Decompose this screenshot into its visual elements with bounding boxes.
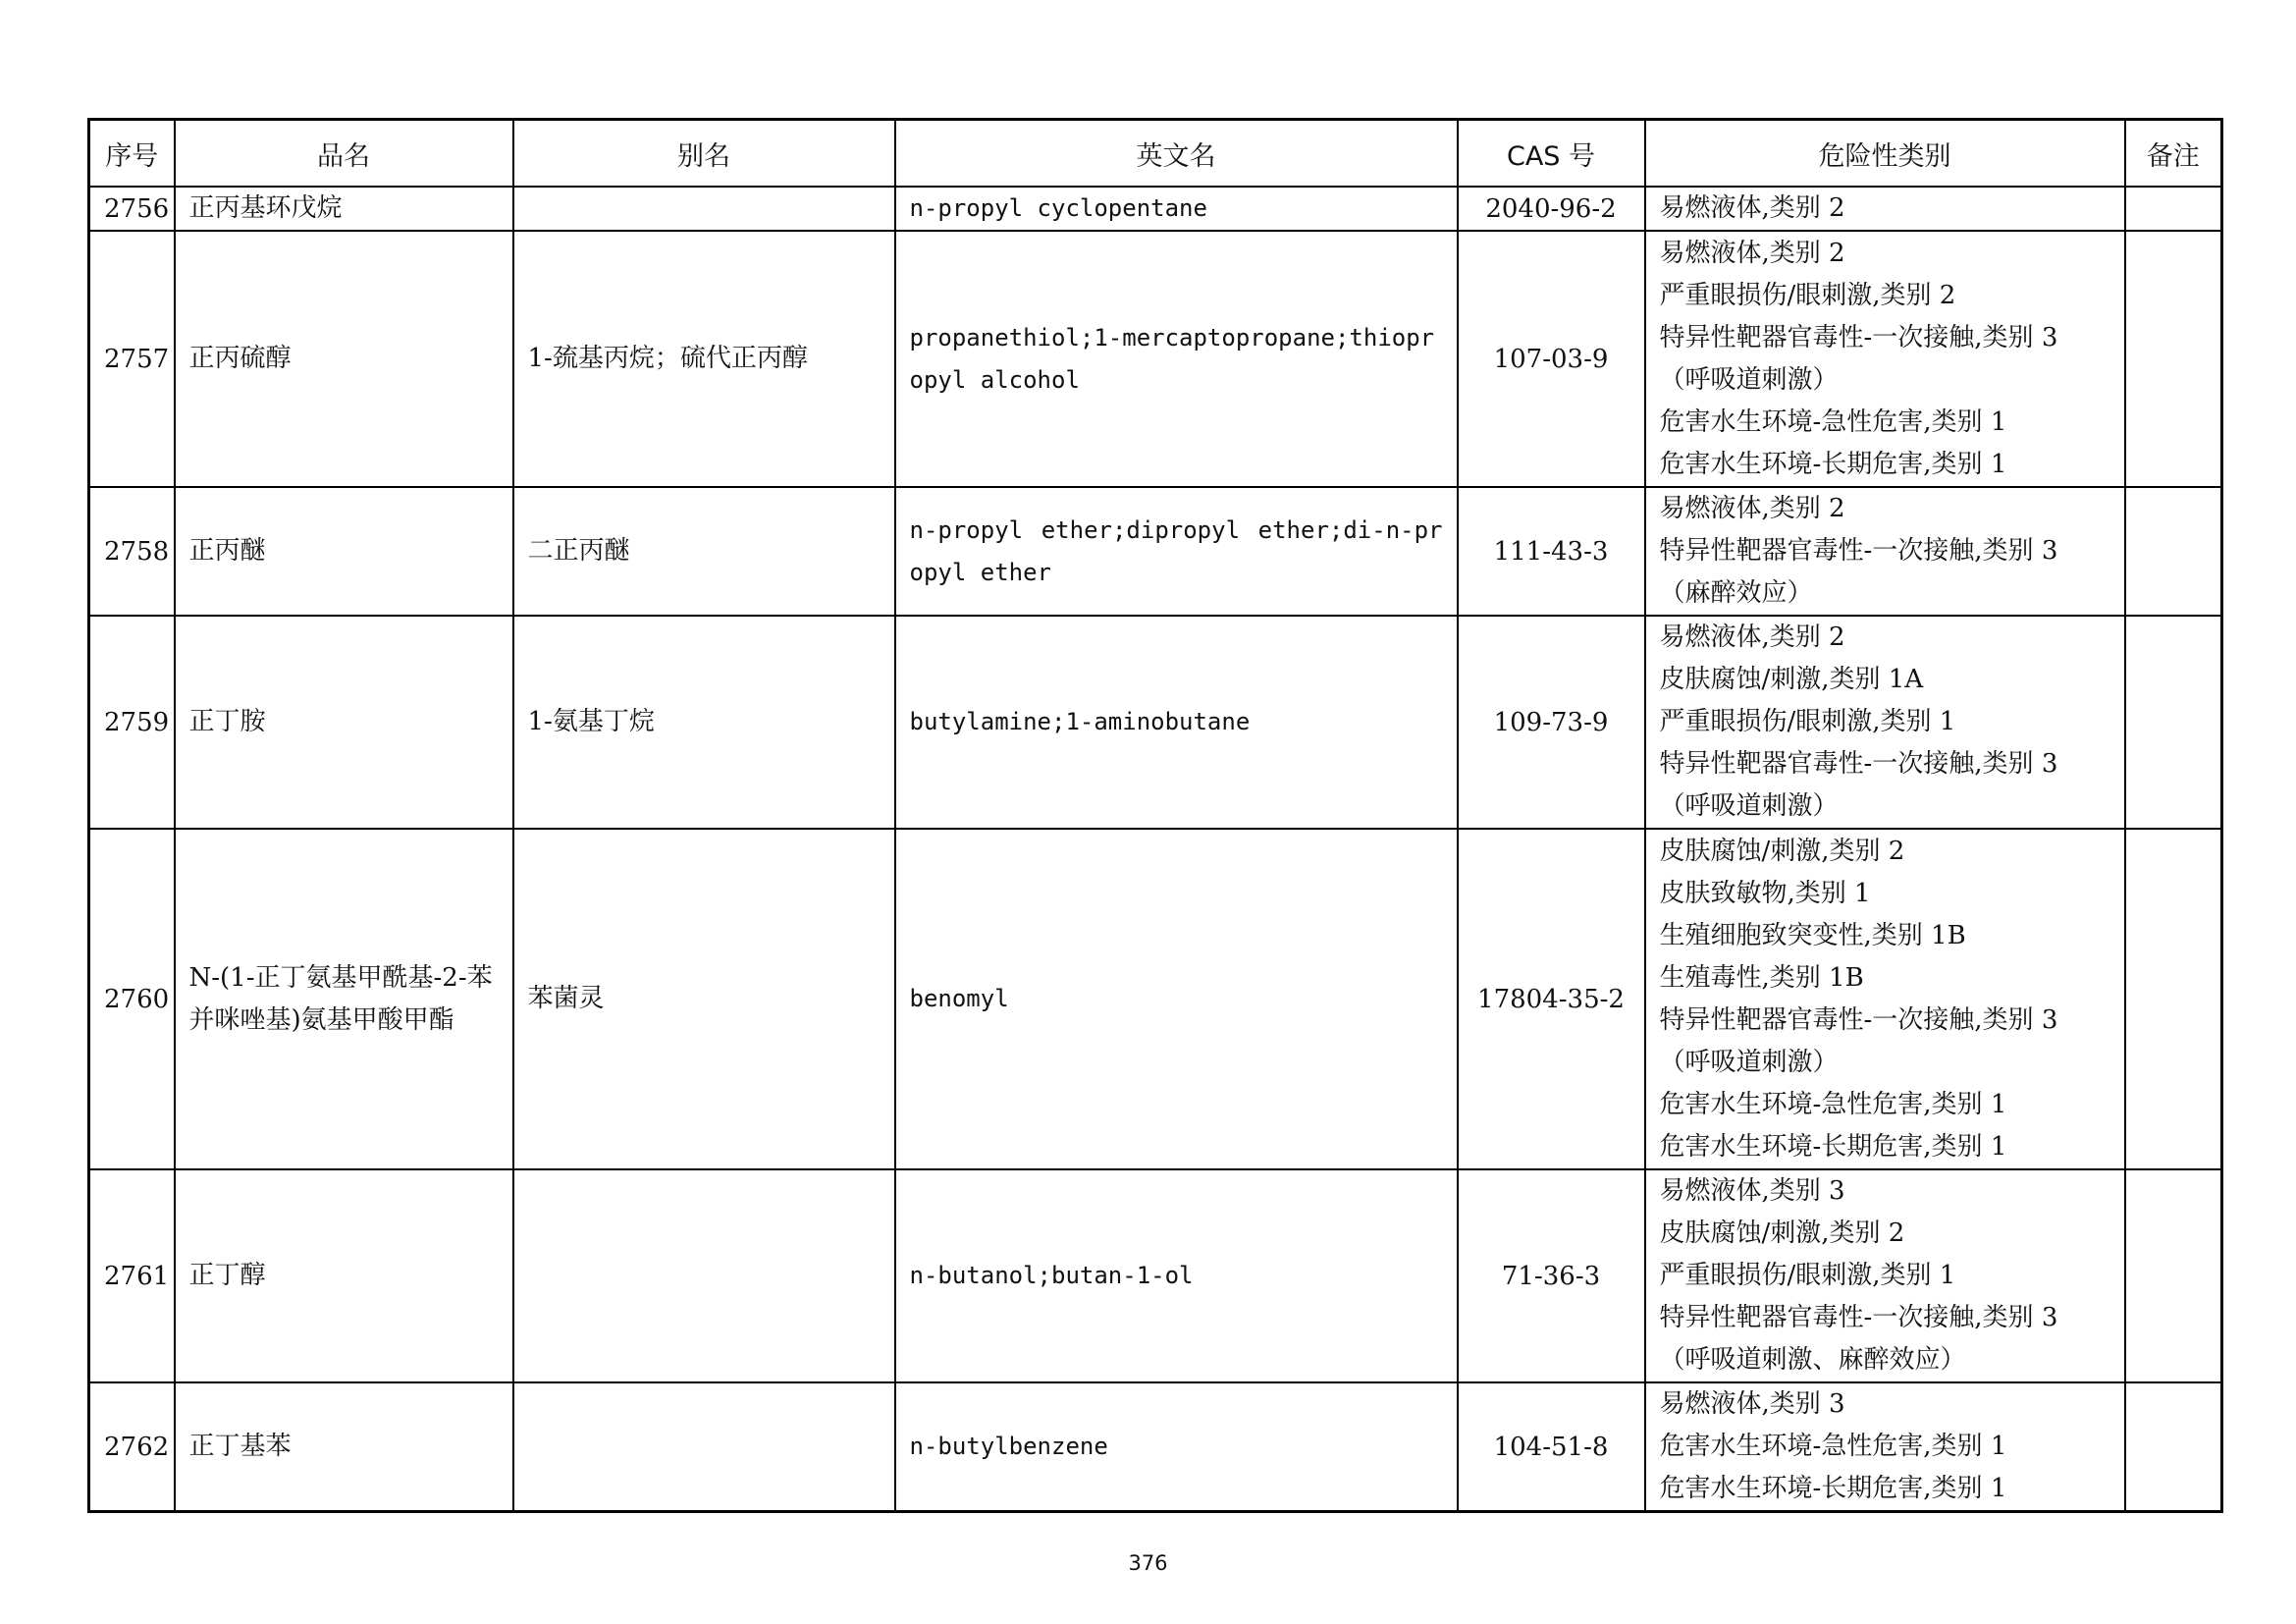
english-name-cell: propanethiol;1-mercaptopropane;thiopropyl alcohol xyxy=(895,231,1458,487)
cas-number-cell: 104-51-8 xyxy=(1458,1382,1645,1512)
page-number: 376 xyxy=(1128,1551,1168,1575)
hazard-line: 易燃液体,类别 2 xyxy=(1659,238,1845,268)
hazard-line: 特异性靶器官毒性-一次接触,类别 3 xyxy=(1659,322,2058,352)
header-product-name: 品名 xyxy=(175,120,513,188)
hazard-category-cell xyxy=(1645,187,2125,231)
cas-number-cell: 107-03-9 xyxy=(1458,231,1645,487)
alias-cell xyxy=(513,1382,895,1512)
header-english-name: 英文名 xyxy=(895,120,1458,188)
hazard-line: 易燃液体,类别 2 xyxy=(1659,623,1845,652)
hazard-line: 皮肤腐蚀/刺激,类别 1A xyxy=(1659,665,1924,694)
hazard-line: （麻醉效应） xyxy=(1659,578,1813,608)
table-row xyxy=(89,1169,2222,1382)
header-serial-number: 序号 xyxy=(89,120,175,188)
hazard-line: 危害水生环境-长期危害,类别 1 xyxy=(1659,1474,2007,1503)
alias-cell: 1-巯基丙烷；硫代正丙醇 xyxy=(513,231,895,487)
remark-cell xyxy=(2125,231,2222,487)
hazard-line: 严重眼损伤/眼刺激,类别 1 xyxy=(1659,1261,1956,1290)
hazard-line: 生殖细胞致突变性,类别 1B xyxy=(1659,920,1966,950)
hazard-line: 危害水生环境-急性危害,类别 1 xyxy=(1659,406,2007,437)
hazard-line: 危害水生环境-急性危害,类别 1 xyxy=(1659,1089,2007,1119)
hazard-line: 特异性靶器官毒性-一次接触,类别 3 xyxy=(1659,749,2058,779)
serial-number-cell: 2757 xyxy=(89,231,175,487)
serial-number-cell: 2756 xyxy=(89,187,175,231)
hazard-category-cell xyxy=(1645,1169,2125,1382)
hazard-line: 特异性靶器官毒性-一次接触,类别 3 xyxy=(1659,1004,2058,1035)
table-row xyxy=(89,1382,2222,1512)
english-name-cell: n-propyl ether;dipropyl ether;di-n-propyl ether xyxy=(895,487,1458,616)
product-name-cell: 正丁醇 xyxy=(175,1169,513,1382)
table-row xyxy=(89,487,2222,616)
product-name-cell: N-(1-正丁氨基甲酰基-2-苯并咪唑基)氨基甲酸甲酯 xyxy=(175,829,513,1169)
product-name-cell: 正丙硫醇 xyxy=(175,231,513,487)
table-row xyxy=(89,616,2222,829)
serial-number-cell: 2758 xyxy=(89,487,175,616)
hazard-category-cell xyxy=(1645,231,2125,487)
hazard-line: 易燃液体,类别 3 xyxy=(1659,1176,1845,1206)
serial-number-cell: 2762 xyxy=(89,1382,175,1512)
header-cas-number: CAS 号 xyxy=(1458,120,1645,188)
hazard-category-cell xyxy=(1645,616,2125,829)
alias-cell: 苯菌灵 xyxy=(513,829,895,1169)
serial-number-cell: 2761 xyxy=(89,1169,175,1382)
remark-cell xyxy=(2125,1169,2222,1382)
hazard-line: （呼吸道刺激） xyxy=(1659,791,1839,821)
hazard-line: 严重眼损伤/眼刺激,类别 1 xyxy=(1659,707,1956,736)
hazard-line: （呼吸道刺激） xyxy=(1659,364,1839,395)
product-name-cell: 正丁基苯 xyxy=(175,1382,513,1512)
hazard-line: 特异性靶器官毒性-一次接触,类别 3 xyxy=(1659,1303,2058,1332)
header-hazard-category: 危险性类别 xyxy=(1645,120,2125,188)
hazard-line: 生殖毒性,类别 1B xyxy=(1659,962,1864,993)
hazard-category-cell xyxy=(1645,1382,2125,1512)
serial-number-cell: 2759 xyxy=(89,616,175,829)
english-name-cell: butylamine;1-aminobutane xyxy=(895,616,1458,829)
table-row xyxy=(89,231,2222,487)
english-name-cell: benomyl xyxy=(895,829,1458,1169)
alias-cell xyxy=(513,1169,895,1382)
hazard-line: 皮肤腐蚀/刺激,类别 2 xyxy=(1659,1218,1905,1248)
english-name-cell: n-propyl cyclopentane xyxy=(895,187,1458,231)
hazardous-chemicals-table xyxy=(87,118,2223,1513)
table-row xyxy=(89,187,2222,231)
alias-cell: 1-氨基丁烷 xyxy=(513,616,895,829)
cas-number-cell: 111-43-3 xyxy=(1458,487,1645,616)
hazard-line: 易燃液体,类别 2 xyxy=(1659,494,1845,523)
hazard-line: 危害水生环境-急性危害,类别 1 xyxy=(1659,1432,2007,1461)
remark-cell xyxy=(2125,829,2222,1169)
hazard-line: （呼吸道刺激） xyxy=(1659,1047,1839,1077)
remark-cell xyxy=(2125,1382,2222,1512)
remark-cell xyxy=(2125,616,2222,829)
table-row xyxy=(89,829,2222,1169)
cas-number-cell: 2040-96-2 xyxy=(1458,187,1645,231)
hazard-line: （呼吸道刺激、麻醉效应） xyxy=(1659,1345,1966,1375)
hazard-line: 易燃液体,类别 3 xyxy=(1659,1389,1845,1419)
hazard-line: 特异性靶器官毒性-一次接触,类别 3 xyxy=(1659,536,2058,566)
hazard-line: 易燃液体,类别 2 xyxy=(1659,193,1845,223)
header-remark: 备注 xyxy=(2125,120,2222,188)
hazard-category-cell xyxy=(1645,487,2125,616)
product-name-cell: 正丙基环戊烷 xyxy=(175,187,513,231)
product-name-cell: 正丁胺 xyxy=(175,616,513,829)
alias-cell xyxy=(513,187,895,231)
remark-cell xyxy=(2125,187,2222,231)
hazard-line: 危害水生环境-长期危害,类别 1 xyxy=(1659,449,2007,479)
alias-cell: 二正丙醚 xyxy=(513,487,895,616)
table-header-row xyxy=(89,120,2222,188)
hazard-line: 危害水生环境-长期危害,类别 1 xyxy=(1659,1131,2007,1162)
remark-cell xyxy=(2125,487,2222,616)
hazard-line: 皮肤致敏物,类别 1 xyxy=(1659,878,1871,908)
cas-number-cell: 17804-35-2 xyxy=(1458,829,1645,1169)
hazard-line: 严重眼损伤/眼刺激,类别 2 xyxy=(1659,280,1956,310)
english-name-cell: n-butanol;butan-1-ol xyxy=(895,1169,1458,1382)
cas-number-cell: 109-73-9 xyxy=(1458,616,1645,829)
hazard-category-cell xyxy=(1645,829,2125,1169)
header-alias: 别名 xyxy=(513,120,895,188)
english-name-cell: n-butylbenzene xyxy=(895,1382,1458,1512)
product-name-cell: 正丙醚 xyxy=(175,487,513,616)
cas-number-cell: 71-36-3 xyxy=(1458,1169,1645,1382)
serial-number-cell: 2760 xyxy=(89,829,175,1169)
hazard-line: 皮肤腐蚀/刺激,类别 2 xyxy=(1659,836,1905,866)
